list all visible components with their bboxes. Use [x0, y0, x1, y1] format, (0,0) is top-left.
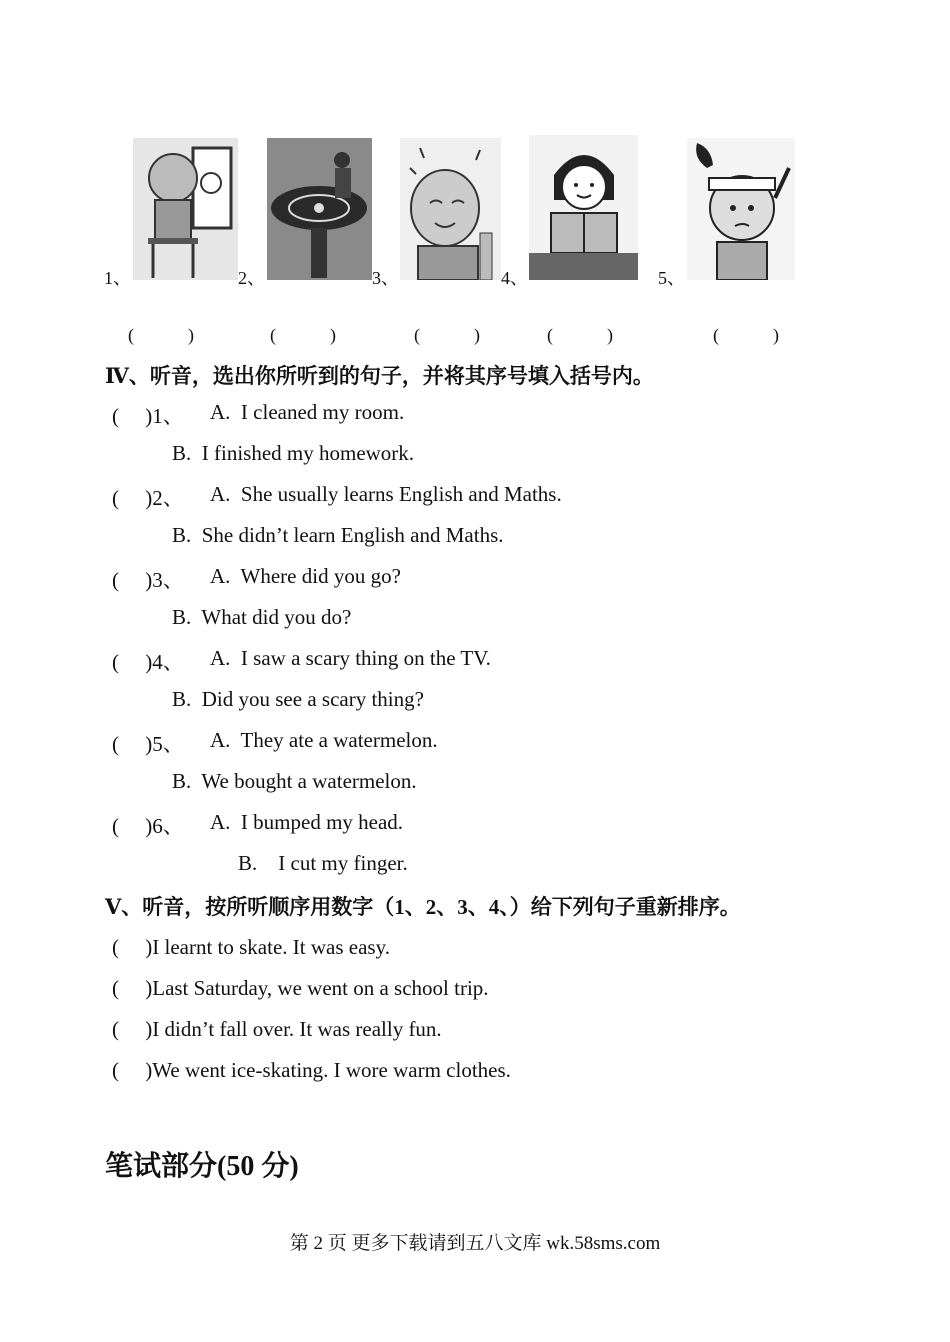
- question-4-option-a: A. I saw a scary thing on the TV.: [210, 646, 491, 670]
- question-1-option-b: B. I finished my homework.: [172, 441, 415, 465]
- question-3-option-a: A. Where did you go?: [210, 564, 401, 588]
- picture-number-2: 2、: [238, 268, 265, 288]
- answer-paren-2: ( ): [270, 325, 336, 345]
- girl-reading-book-icon: [529, 135, 638, 280]
- ordering-item-4: ( )We went ice-skating. I wore warm clothes.: [112, 1058, 511, 1082]
- ordering-item-1: ( )I learnt to skate. It was easy.: [112, 935, 390, 959]
- answer-paren-4: ( ): [547, 325, 613, 345]
- answer-paren-3: ( ): [414, 325, 480, 345]
- question-2-option-a: A. She usually learns English and Maths.: [210, 482, 562, 506]
- question-2-option-b: B. She didn’t learn English and Maths.: [172, 523, 504, 547]
- ordering-item-3: ( )I didn’t fall over. It was really fun.: [112, 1017, 442, 1041]
- answer-paren-1: ( ): [128, 325, 194, 345]
- picture-number-4: 4、: [501, 268, 528, 288]
- old-man-sweating-icon: [400, 138, 501, 280]
- picture-number-1: 1、: [104, 268, 131, 288]
- picture-number-3: 3、: [372, 268, 399, 288]
- girl-with-headband-pointing-icon: [687, 138, 795, 280]
- page-footer: 第 2 页 更多下载请到五八文库 wk.58sms.com: [289, 1233, 661, 1254]
- child-painting-at-easel-icon: [133, 138, 238, 280]
- man-with-wheel-table-icon: [267, 138, 372, 280]
- question-3-option-b: B. What did you do?: [172, 605, 352, 629]
- picture-number-5: 5、: [658, 268, 685, 288]
- question-5-prefix: ( )5、: [112, 732, 184, 756]
- section-4-heading: Ⅳ、听音，选出你所听到的句子，并将其序号填入括号内。: [105, 364, 654, 388]
- question-5-option-a: A. They ate a watermelon.: [210, 728, 438, 752]
- question-6-prefix: ( )6、: [112, 814, 184, 838]
- question-1-option-a: A. I cleaned my room.: [210, 400, 405, 424]
- answer-paren-5: ( ): [713, 325, 779, 345]
- written-section-title: 笔试部分(50 分): [105, 1151, 299, 1182]
- question-3-prefix: ( )3、: [112, 568, 184, 592]
- question-4-prefix: ( )4、: [112, 650, 184, 674]
- question-4-option-b: B. Did you see a scary thing?: [172, 687, 424, 711]
- ordering-item-2: ( )Last Saturday, we went on a school trip.: [112, 976, 489, 1000]
- question-6-option-b: B. I cut my finger.: [238, 851, 408, 875]
- question-6-option-a: A. I bumped my head.: [210, 810, 404, 834]
- question-5-option-b: B. We bought a watermelon.: [172, 769, 417, 793]
- question-1-prefix: ( )1、: [112, 404, 184, 428]
- section-5-heading: Ⅴ、听音，按所听顺序用数字（1、2、3、4、）给下列句子重新排序。: [105, 895, 741, 919]
- question-2-prefix: ( )2、: [112, 486, 184, 510]
